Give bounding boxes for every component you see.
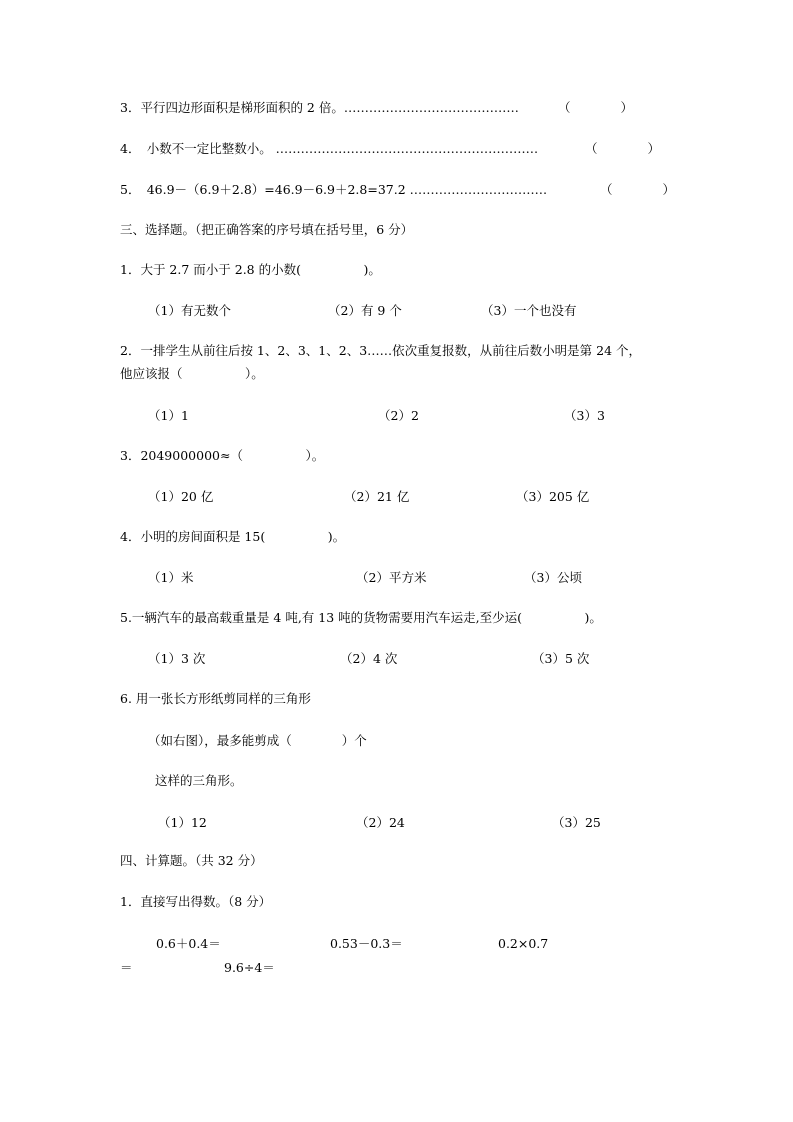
choice-question-1: 1．大于 2.7 而小于 2.8 的小数( )。 — [120, 262, 381, 277]
choice-1-option-3[interactable]: （3）一个也没有 — [481, 303, 577, 318]
choice-2-option-2[interactable]: （2）2 — [378, 408, 419, 423]
choice-1-option-2[interactable]: （2）有 9 个 — [328, 303, 402, 318]
choice-question-6-cont: （如右图），最多能剪成（ ）个 — [148, 733, 367, 748]
choice-1-option-1[interactable]: （1）有无数个 — [148, 303, 231, 318]
choice-3-option-3[interactable]: （3）205 亿 — [516, 489, 590, 504]
choice-question-4: 4．小明的房间面积是 15( )。 — [120, 529, 346, 544]
choice-question-3: 3．2049000000≈（ ）。 — [120, 448, 325, 463]
judge-item-5: 5． 46.9－（6.9＋2.8）=46.9－6.9＋2.8=37.2 …………………………… — [120, 182, 548, 197]
choice-4-option-1[interactable]: （1）米 — [148, 570, 194, 585]
calc-expression-2: 0.53－0.3＝ — [330, 936, 403, 951]
choice-6-option-2[interactable]: （2）24 — [356, 815, 405, 830]
choice-question-6-cont2: 这样的三角形。 — [155, 773, 243, 788]
calc-expression-3: 0.2×0.7 — [498, 936, 549, 951]
choice-3-option-2[interactable]: （2）21 亿 — [344, 489, 410, 504]
section-heading-choice: 三、选择题。（把正确答案的序号填在括号里，6 分） — [120, 222, 414, 237]
calc-subheading-1: 1．直接写出得数。（8 分） — [120, 894, 272, 909]
judge-answer-3[interactable]: （ ） — [558, 100, 634, 115]
choice-question-6: 6. 用一张长方形纸剪同样的三角形 — [120, 691, 311, 706]
choice-3-option-1[interactable]: （1）20 亿 — [148, 489, 214, 504]
choice-4-option-2[interactable]: （2）平方米 — [356, 570, 427, 585]
calc-expression-1: 0.6＋0.4＝ — [156, 936, 221, 951]
choice-6-option-1[interactable]: （1）12 — [158, 815, 207, 830]
choice-4-option-3[interactable]: （3）公顷 — [524, 570, 582, 585]
choice-question-5: 5.一辆汽车的最高载重量是 4 吨,有 13 吨的货物需要用汽车运走,至少运( )。 — [120, 610, 602, 625]
choice-2-option-1[interactable]: （1）1 — [148, 408, 189, 423]
choice-5-option-1[interactable]: （1）3 次 — [148, 651, 206, 666]
calc-expression-3-equals: ＝ — [120, 960, 133, 975]
choice-5-option-3[interactable]: （3）5 次 — [532, 651, 590, 666]
calc-expression-4: 9.6÷4＝ — [224, 960, 275, 975]
judge-item-4: 4． 小数不一定比整数小。 ……………………………………………………… — [120, 141, 539, 156]
judge-item-3: 3．平行四边形面积是梯形面积的 2 倍。…………………………………… — [120, 100, 519, 115]
choice-question-2-cont: 他应该报（ ）。 — [120, 366, 264, 381]
judge-answer-5[interactable]: （ ） — [600, 182, 676, 197]
judge-answer-4[interactable]: （ ） — [585, 141, 661, 156]
choice-2-option-3[interactable]: （3）3 — [564, 408, 605, 423]
choice-6-option-3[interactable]: （3）25 — [552, 815, 601, 830]
section-heading-calc: 四、计算题。（共 32 分） — [120, 853, 263, 868]
choice-5-option-2[interactable]: （2）4 次 — [340, 651, 398, 666]
choice-question-2: 2．一排学生从前往后按 1、2、3、1、2、3……依次重复报数，从前往后数小明是第 24 个， — [120, 343, 641, 358]
